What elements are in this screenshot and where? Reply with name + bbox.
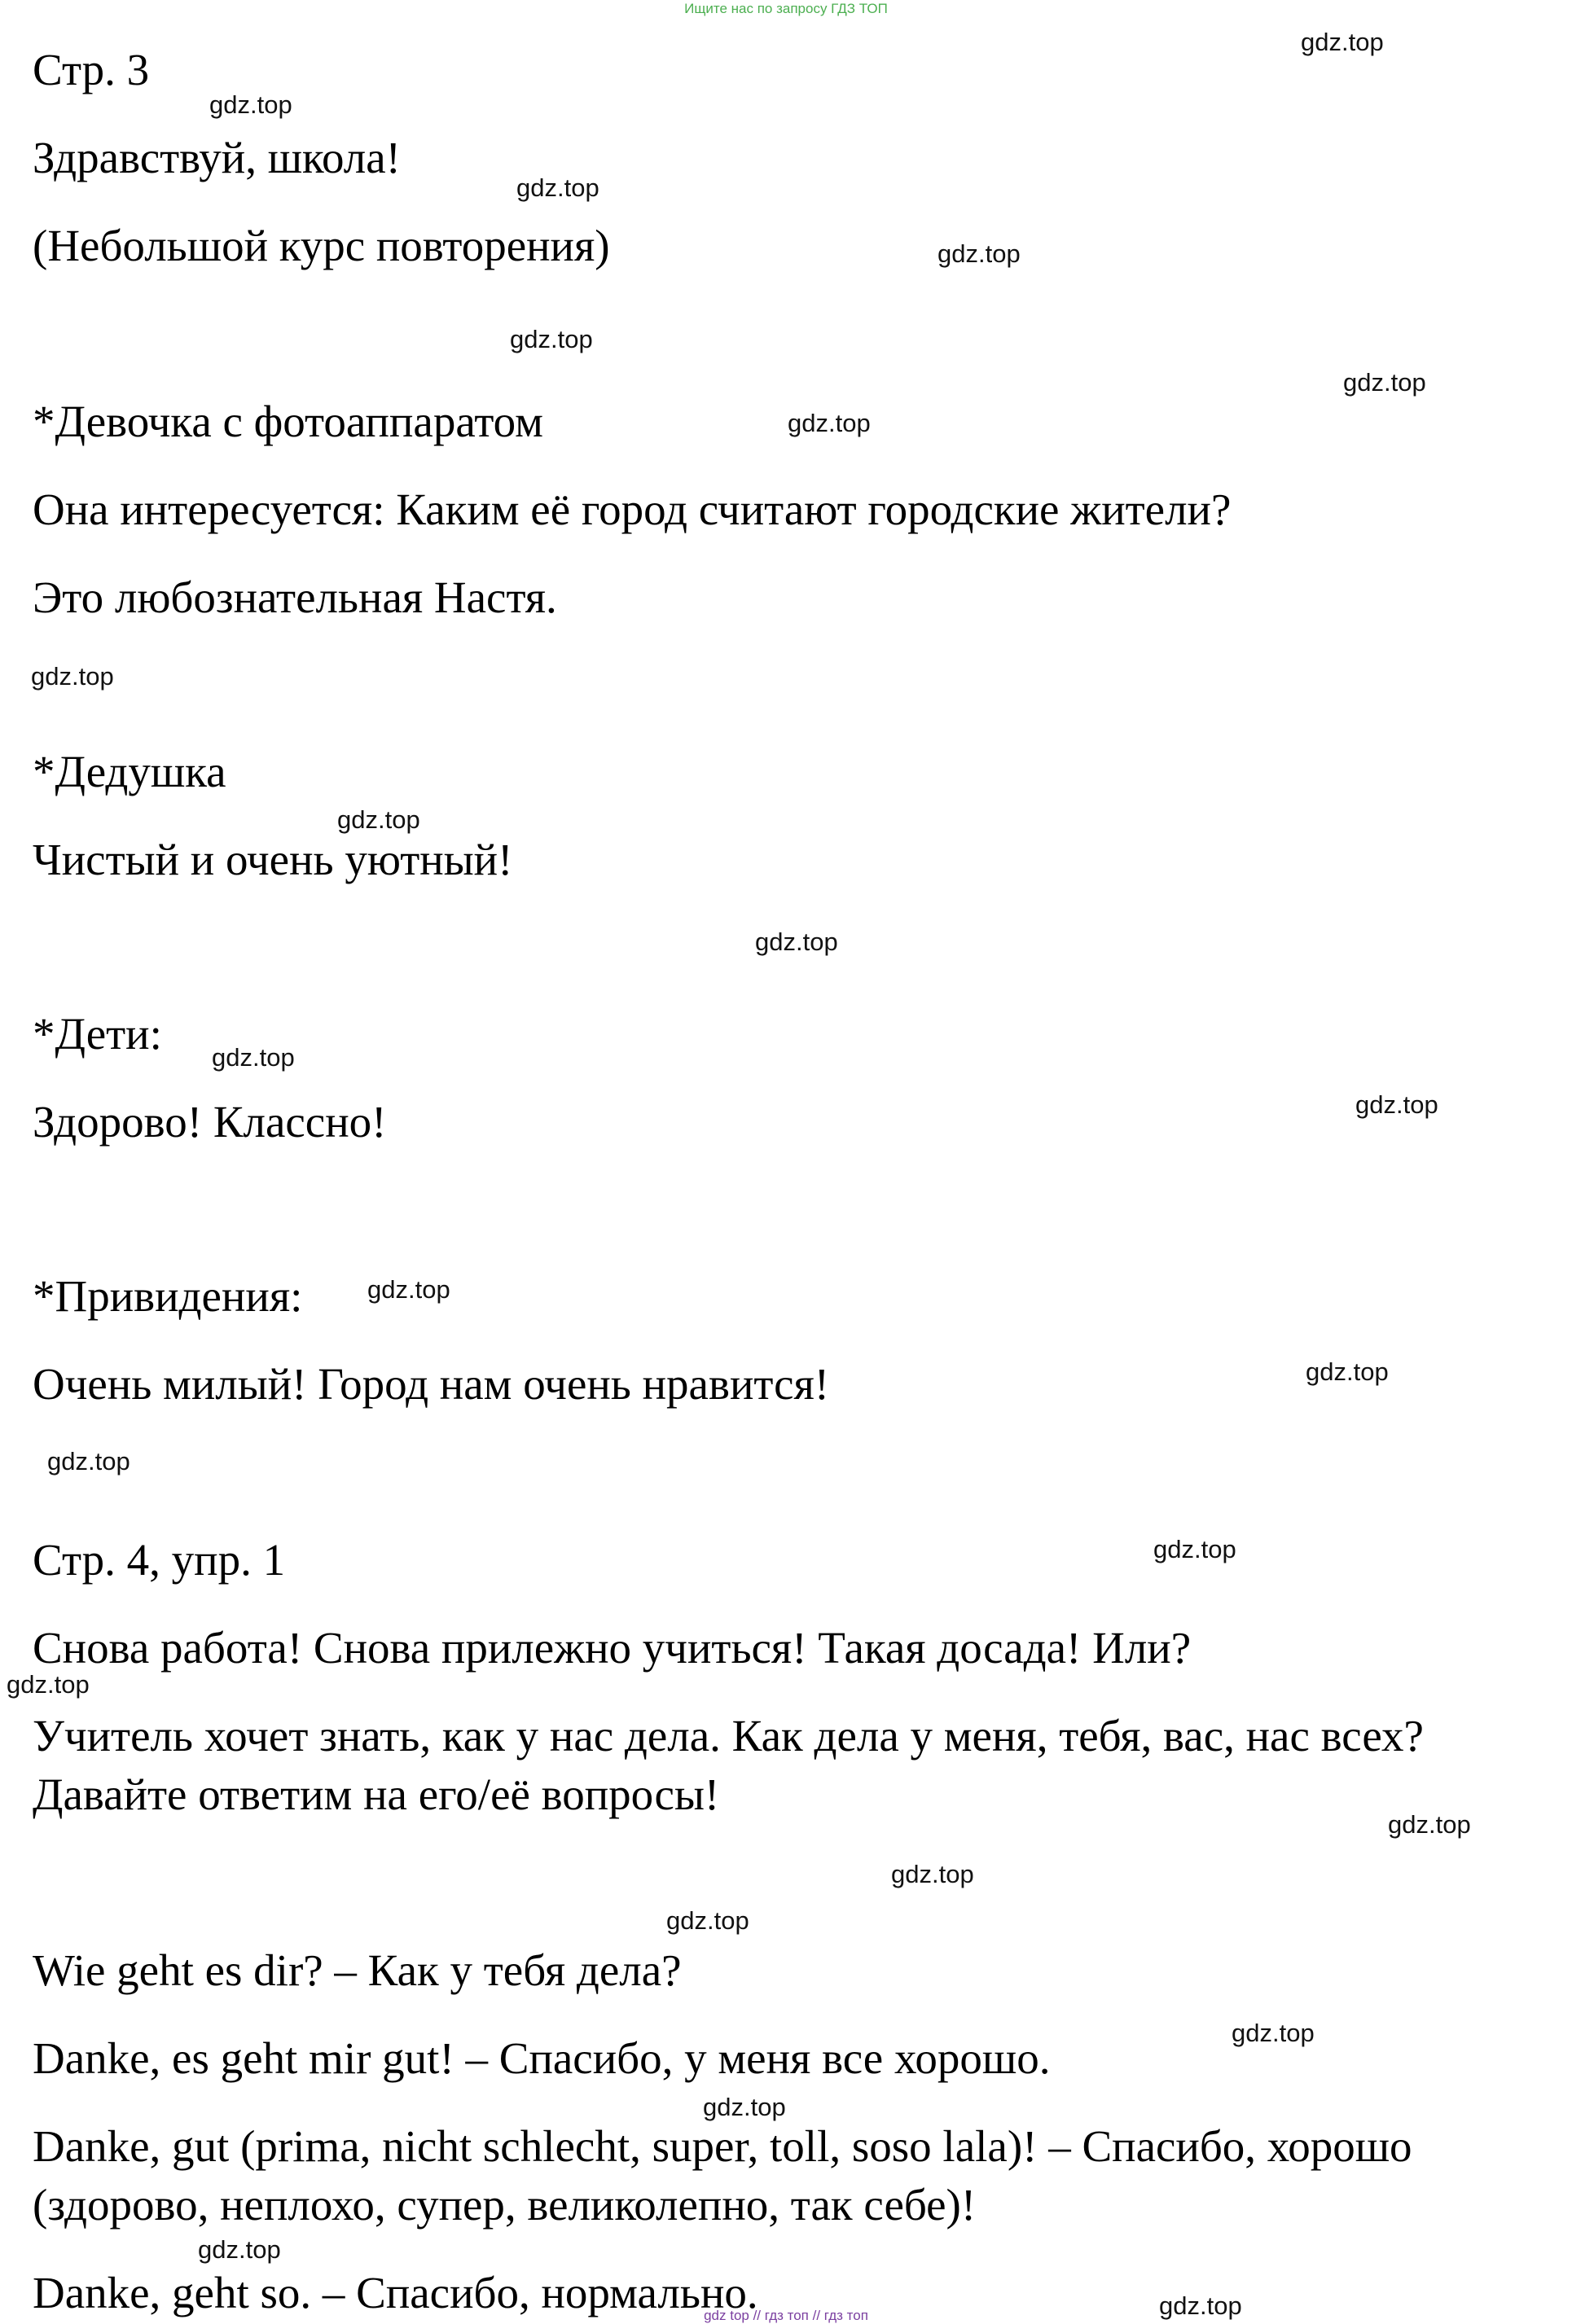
watermark: gdz.top <box>1301 28 1384 56</box>
watermark: gdz.top <box>47 1447 130 1476</box>
watermark: gdz.top <box>937 239 1021 268</box>
speaker-children: *Дети: <box>33 1009 162 1059</box>
page-heading-3: Стр. 3 <box>33 45 150 94</box>
speaker-ghosts: *Привидения: <box>33 1271 303 1321</box>
watermark: gdz.top <box>1306 1357 1389 1386</box>
text-line: Учитель хочет знать, как у нас дела. Как дела у меня, тебя, вас, нас всех? <box>33 1711 1424 1761</box>
watermark: gdz.top <box>891 1860 974 1888</box>
watermark: gdz.top <box>1159 2291 1242 2320</box>
text-line: Danke, es geht mir gut! – Спасибо, у меня все хорошо. <box>33 2033 1051 2083</box>
text-line: Danke, geht so. – Спасибо, нормально. <box>33 2268 758 2317</box>
watermark: gdz.top <box>212 1043 295 1072</box>
watermark: gdz.top <box>1388 1810 1471 1839</box>
text-line: Это любознательная Настя. <box>33 572 557 622</box>
watermark: gdz.top <box>1232 2019 1315 2047</box>
text-line: Она интересуется: Каким её город считают городские жители? <box>33 485 1232 534</box>
watermark: gdz.top <box>510 325 593 353</box>
watermark: gdz.top <box>7 1670 90 1699</box>
text-line: Очень милый! Город нам очень нравится! <box>33 1359 830 1409</box>
watermark: gdz.top <box>367 1275 450 1304</box>
watermark: gdz.top <box>755 927 838 956</box>
top-banner: Ищите нас по запросу ГДЗ ТОП <box>684 1 888 16</box>
footer-watermark: gdz top // гдз топ // гдз топ <box>704 2308 868 2323</box>
watermark: gdz.top <box>516 173 599 202</box>
text-line: Здорово! Классно! <box>33 1097 387 1147</box>
section-title: Здравствуй, школа! <box>33 133 401 182</box>
text-line: (здорово, неплохо, супер, великолепно, так себе)! <box>33 2180 977 2230</box>
watermark: gdz.top <box>198 2235 281 2264</box>
watermark: gdz.top <box>703 2093 786 2121</box>
watermark: gdz.top <box>788 409 871 437</box>
text-line: Чистый и очень уютный! <box>33 835 513 884</box>
watermark: gdz.top <box>1153 1535 1236 1563</box>
watermark: gdz.top <box>1343 368 1426 397</box>
section-subtitle: (Небольшой курс повторения) <box>33 221 610 270</box>
watermark: gdz.top <box>666 1906 749 1935</box>
watermark: gdz.top <box>1355 1090 1438 1119</box>
speaker-girl-with-camera: *Девочка с фотоаппаратом <box>33 397 543 446</box>
text-line: Danke, gut (prima, nicht schlecht, super, toll, soso lala)! – Спасибо, хорошо <box>33 2121 1412 2171</box>
watermark: gdz.top <box>337 805 420 834</box>
watermark: gdz.top <box>31 662 114 691</box>
page-heading-4: Стр. 4, упр. 1 <box>33 1535 286 1585</box>
text-line: Снова работа! Снова прилежно учиться! Такая досада! Или? <box>33 1623 1192 1673</box>
text-line: Давайте ответим на его/её вопросы! <box>33 1769 720 1819</box>
text-line: Wie geht es dir? – Как у тебя дела? <box>33 1945 682 1995</box>
watermark: gdz.top <box>209 90 292 119</box>
speaker-grandfather: *Дедушка <box>33 747 226 796</box>
